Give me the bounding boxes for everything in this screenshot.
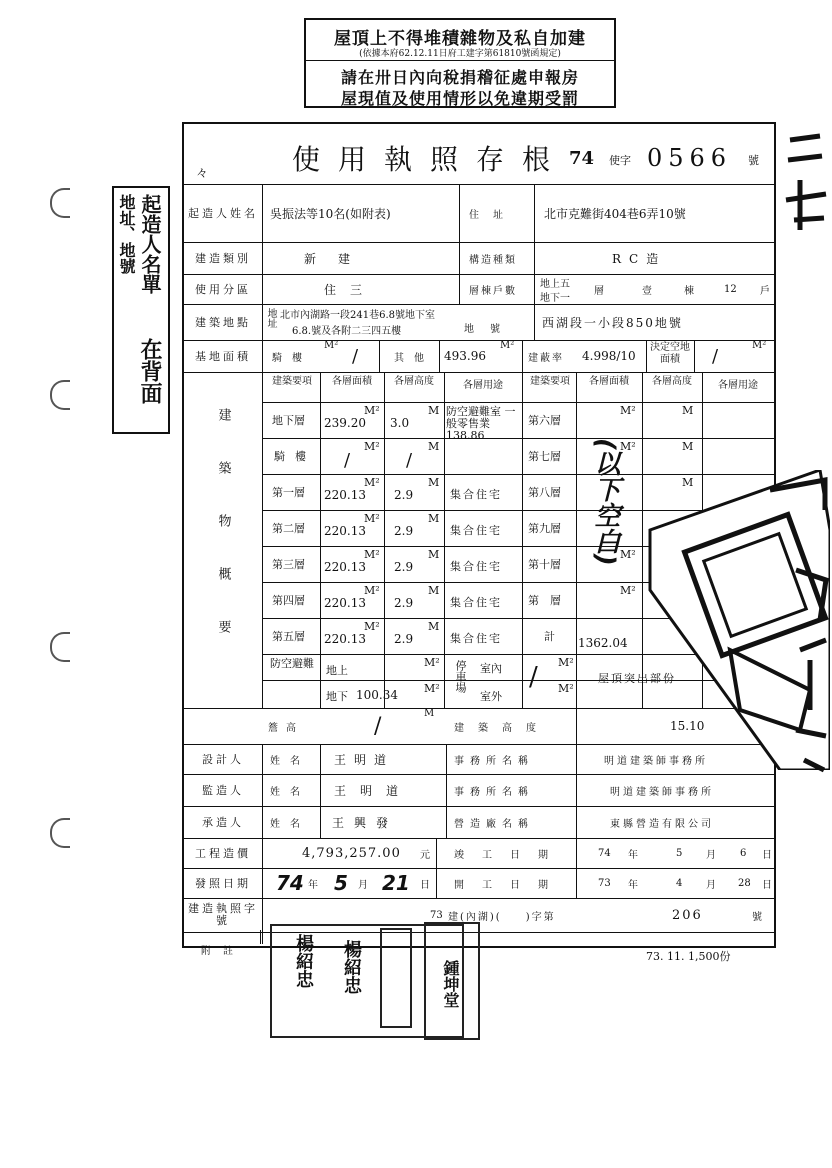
structure-value: RC造 bbox=[612, 251, 667, 266]
unit: M² bbox=[620, 440, 636, 453]
punch-hole bbox=[50, 632, 70, 662]
slash-mark: / bbox=[374, 714, 382, 739]
unit: M bbox=[682, 404, 694, 417]
field-label: 其他 bbox=[394, 352, 434, 364]
permit-text: 建(內湖)( )字第 bbox=[448, 911, 556, 923]
date-unit: 日 bbox=[420, 879, 430, 891]
floor-height: 3.0 bbox=[390, 416, 410, 430]
field-label: 構造種類 bbox=[469, 254, 517, 266]
floor-name: 騎樓 bbox=[274, 450, 316, 463]
floor-name: 第六層 bbox=[528, 414, 561, 427]
col-header: 各層面積 bbox=[589, 376, 629, 387]
shelter-below-value: 100.34 bbox=[356, 688, 398, 702]
floors-below: 地下一 bbox=[540, 293, 570, 304]
designer-office: 明道建築師事務所 bbox=[604, 755, 708, 767]
unit: M² bbox=[500, 340, 515, 351]
issue-year: 74 bbox=[276, 871, 304, 895]
unit: M bbox=[682, 440, 694, 453]
unit: M bbox=[428, 476, 440, 489]
cost-unit: 元 bbox=[420, 849, 430, 861]
address-value: 北市克難街404巷6弄10號 bbox=[544, 206, 686, 221]
notice-box bbox=[304, 18, 616, 108]
permit-year: 73 bbox=[430, 909, 443, 921]
date-unit: 日 bbox=[762, 879, 772, 891]
unit: M bbox=[428, 584, 440, 597]
col-header: 各層高度 bbox=[652, 376, 692, 387]
field-label: 地號 bbox=[464, 324, 516, 335]
floor-name: 第一層 bbox=[272, 486, 305, 499]
unit: M bbox=[428, 512, 440, 525]
floor-name: 第十層 bbox=[528, 558, 561, 571]
finish-year: 74 bbox=[598, 847, 611, 859]
date-unit: 月 bbox=[358, 879, 368, 891]
building-count: 壹 bbox=[642, 285, 652, 297]
designer-name: 王明道 bbox=[334, 752, 395, 767]
use-zone-row bbox=[184, 274, 774, 305]
floors-above: 地上五 bbox=[540, 279, 570, 290]
floor-area: 239.20 bbox=[324, 416, 366, 430]
floor-name: 第 層 bbox=[528, 594, 561, 607]
start-day: 28 bbox=[738, 877, 751, 889]
supervisor-row bbox=[184, 774, 774, 807]
field-label: 開工日期 bbox=[454, 879, 566, 891]
floor-name: 第八層 bbox=[528, 486, 561, 499]
start-year: 73 bbox=[598, 877, 611, 889]
field-label: 事務所名稱 bbox=[454, 755, 534, 767]
floor-height: 2.9 bbox=[394, 596, 414, 610]
floor-area: 220.13 bbox=[324, 524, 366, 538]
floor-name: 第七層 bbox=[528, 450, 561, 463]
floor-name: 第四層 bbox=[272, 594, 305, 607]
floor-area: 220.13 bbox=[324, 488, 366, 502]
issue-month: 5 bbox=[334, 871, 348, 895]
area-other-value: 493.96 bbox=[444, 349, 486, 363]
notice-line: 屋頂上不得堆積雜物及私自加建 bbox=[334, 29, 586, 49]
seal-stamp: 楊紹忠 bbox=[293, 934, 314, 988]
floor-name: 第二層 bbox=[272, 522, 305, 535]
col-header: 建築要項 bbox=[530, 376, 570, 387]
field-label: 建造類別 bbox=[184, 242, 263, 274]
field-label: 建蔽率 bbox=[528, 352, 564, 364]
col-header: 各層用途 bbox=[463, 380, 503, 391]
unit: M² bbox=[364, 440, 380, 453]
floor-height: 2.9 bbox=[394, 632, 414, 646]
field-label: 建造執照字號 bbox=[184, 898, 263, 932]
unit: M² bbox=[620, 548, 636, 561]
contractor-row bbox=[184, 806, 774, 839]
floor-use: 集合住宅 bbox=[450, 632, 502, 645]
coverage-value: 4.998/10 bbox=[582, 349, 636, 363]
floor-use: 集合住宅 bbox=[450, 524, 502, 537]
building-unit: 棟 bbox=[684, 285, 694, 297]
slash-mark: / bbox=[406, 450, 413, 471]
notice-line: 屋現值及使用情形以免違期受罰 bbox=[340, 89, 579, 108]
unit: M² bbox=[620, 404, 636, 417]
unit: M² bbox=[364, 512, 380, 525]
notice-line: (依據本府62.12.11日府工建字第61810號函規定) bbox=[359, 49, 561, 59]
unit: M² bbox=[364, 476, 380, 489]
unit: M² bbox=[424, 656, 440, 669]
site-address-line: 北市內湖路一段241巷6.8號地下室 bbox=[280, 310, 435, 321]
unit: M bbox=[428, 404, 440, 417]
field-label: 簷高 bbox=[268, 722, 304, 734]
unit: M² bbox=[620, 584, 636, 597]
field-label: 地下 bbox=[326, 690, 348, 703]
permit-suffix: 號 bbox=[752, 911, 762, 923]
applicant-value: 吳振法等10名(如附表) bbox=[270, 206, 391, 221]
floor-name: 第五層 bbox=[272, 630, 305, 643]
punch-hole bbox=[50, 818, 70, 848]
field-label: 屋頂突出部份 bbox=[598, 672, 676, 685]
applicant-row bbox=[184, 184, 774, 243]
seal-stamp: 鍾坤堂 bbox=[441, 960, 460, 1008]
use-zone-value: 住三 bbox=[324, 282, 377, 297]
field-label: 使用分區 bbox=[184, 274, 263, 304]
household-unit: 戶 bbox=[760, 285, 770, 297]
contractor-name: 王興發 bbox=[332, 815, 399, 830]
date-unit: 日 bbox=[762, 849, 772, 861]
floor-area: 220.13 bbox=[324, 596, 366, 610]
section-label: 建築物概要 bbox=[184, 372, 263, 708]
total-area: 1362.04 bbox=[578, 636, 628, 650]
floor-use: 防空避難室 一般零售業138.86 bbox=[446, 405, 516, 442]
unit: M² bbox=[558, 656, 574, 669]
field-label: 監造人 bbox=[184, 774, 263, 806]
lot-value: 西湖段一小段850地號 bbox=[542, 315, 683, 330]
contractor-firm: 東縣營造有限公司 bbox=[610, 818, 714, 830]
slash-mark: / bbox=[344, 450, 351, 471]
build-type-value: 新建 bbox=[304, 251, 373, 266]
floor-height: 2.9 bbox=[394, 560, 414, 574]
notice-line: 請在卅日內向稅捐稽征處申報房 bbox=[340, 68, 579, 87]
finish-month: 5 bbox=[676, 847, 683, 859]
date-unit: 年 bbox=[308, 879, 318, 891]
col-header: 各層高度 bbox=[394, 376, 434, 387]
field-label: 竣工日期 bbox=[454, 849, 566, 861]
license-number: 0566 bbox=[647, 144, 733, 172]
field-label: 發照日期 bbox=[184, 868, 263, 898]
unit: M² bbox=[364, 620, 380, 633]
page-title: 使用執照存根 bbox=[292, 143, 569, 176]
supervisor-name: 王明道 bbox=[334, 783, 413, 798]
date-unit: 年 bbox=[628, 879, 638, 891]
blank-note: (以下空白) bbox=[590, 438, 620, 566]
unit: M² bbox=[364, 584, 380, 597]
start-month: 4 bbox=[676, 877, 683, 889]
field-label: 姓名 bbox=[270, 786, 310, 798]
floor-name: 第三層 bbox=[272, 558, 305, 571]
area-row bbox=[184, 340, 774, 373]
unit: M² bbox=[424, 682, 440, 695]
slash-mark: / bbox=[529, 662, 538, 692]
field-label: 住址 bbox=[469, 209, 517, 221]
field-label: 室內 bbox=[480, 662, 502, 675]
title-row bbox=[184, 124, 774, 185]
floor-area: 220.13 bbox=[324, 560, 366, 574]
field-label: 姓名 bbox=[270, 818, 310, 830]
field-label: 層棟戶數 bbox=[469, 285, 517, 297]
floor-area: 220.13 bbox=[324, 632, 366, 646]
field-label: 決定空地面積 bbox=[650, 342, 690, 365]
edge-mark bbox=[790, 560, 832, 790]
license-suffix: 號 bbox=[748, 154, 759, 167]
slash-mark: / bbox=[352, 346, 359, 367]
field-label: 營造廠名稱 bbox=[454, 818, 534, 830]
household-count: 12 bbox=[724, 283, 737, 295]
license-year: 74 bbox=[569, 148, 595, 169]
permit-number: 206 bbox=[672, 907, 703, 923]
field-label: 建築地點 bbox=[184, 304, 263, 340]
unit: M² bbox=[752, 340, 767, 351]
floor-use: 集合住宅 bbox=[450, 560, 502, 573]
field-label: 基地面積 bbox=[184, 340, 263, 372]
floor-height: 2.9 bbox=[394, 524, 414, 538]
floor-use: 集合住宅 bbox=[450, 488, 502, 501]
unit: M bbox=[428, 548, 440, 561]
col-header: 各層用途 bbox=[718, 380, 758, 391]
unit: M bbox=[428, 620, 440, 633]
issue-day: 21 bbox=[382, 871, 410, 895]
field-label: 姓名 bbox=[270, 755, 310, 767]
cost-row bbox=[184, 838, 774, 869]
field-label: 騎樓 bbox=[272, 352, 312, 364]
cost-value: 4,793,257.00 bbox=[302, 845, 401, 861]
stamp-panel bbox=[380, 928, 412, 1028]
building-height-value: 15.10 bbox=[670, 719, 705, 733]
date-unit: 年 bbox=[628, 849, 638, 861]
floor-name: 地下層 bbox=[272, 414, 305, 427]
license-char: 使字 bbox=[609, 154, 631, 167]
unit: M² bbox=[364, 404, 380, 417]
field-label: 起造人姓名 bbox=[184, 184, 263, 242]
floor-height: 2.9 bbox=[394, 488, 414, 502]
floor-use: 集合住宅 bbox=[450, 596, 502, 609]
edge-mark bbox=[780, 130, 832, 240]
punch-hole bbox=[50, 188, 70, 218]
field-label: 事務所名稱 bbox=[454, 786, 534, 798]
side-text: 地址、地號 bbox=[117, 194, 136, 274]
unit: M² bbox=[364, 548, 380, 561]
finish-day: 6 bbox=[740, 847, 747, 859]
field-label: 室外 bbox=[480, 690, 502, 703]
print-info: 73. 11. 1,500份 bbox=[646, 950, 731, 963]
field-label: 地上 bbox=[326, 664, 348, 677]
floors-unit: 層 bbox=[594, 285, 604, 297]
field-label: 地址 bbox=[265, 308, 276, 328]
seal-stamp: 楊紹忠 bbox=[341, 940, 362, 994]
supervisor-office: 明道建築師事務所 bbox=[610, 786, 714, 798]
floor-name: 第九層 bbox=[528, 522, 561, 535]
field-label: 附註 bbox=[201, 946, 245, 957]
issue-row bbox=[184, 868, 774, 899]
field-label: 建築高度 bbox=[454, 722, 550, 734]
build-type-row bbox=[184, 242, 774, 275]
col-header: 建築要項 bbox=[272, 376, 312, 387]
field-label: 工程造價 bbox=[184, 838, 263, 868]
date-unit: 月 bbox=[706, 879, 716, 891]
slash-mark: / bbox=[712, 346, 719, 367]
punch-hole bbox=[50, 380, 70, 410]
side-box bbox=[112, 186, 170, 434]
side-text: 起造人名單 bbox=[138, 194, 162, 294]
field-label: 停車場 bbox=[454, 660, 467, 693]
col-header: 各層面積 bbox=[332, 376, 372, 387]
unit: M bbox=[424, 708, 435, 719]
unit: M bbox=[428, 440, 440, 453]
field-label: 防空避難 bbox=[270, 657, 314, 670]
unit: M² bbox=[324, 340, 339, 351]
unit: M bbox=[682, 476, 694, 489]
mark: 々 bbox=[196, 166, 209, 180]
site-row bbox=[184, 304, 774, 341]
site-address-line: 6.8.號及各附二三四五樓 bbox=[292, 326, 402, 337]
unit: M² bbox=[558, 682, 574, 695]
side-text: 在背面 bbox=[137, 338, 163, 404]
floor-name: 計 bbox=[544, 630, 555, 643]
date-unit: 月 bbox=[706, 849, 716, 861]
field-label: 設計人 bbox=[184, 744, 263, 774]
field-label: 承造人 bbox=[184, 806, 263, 838]
